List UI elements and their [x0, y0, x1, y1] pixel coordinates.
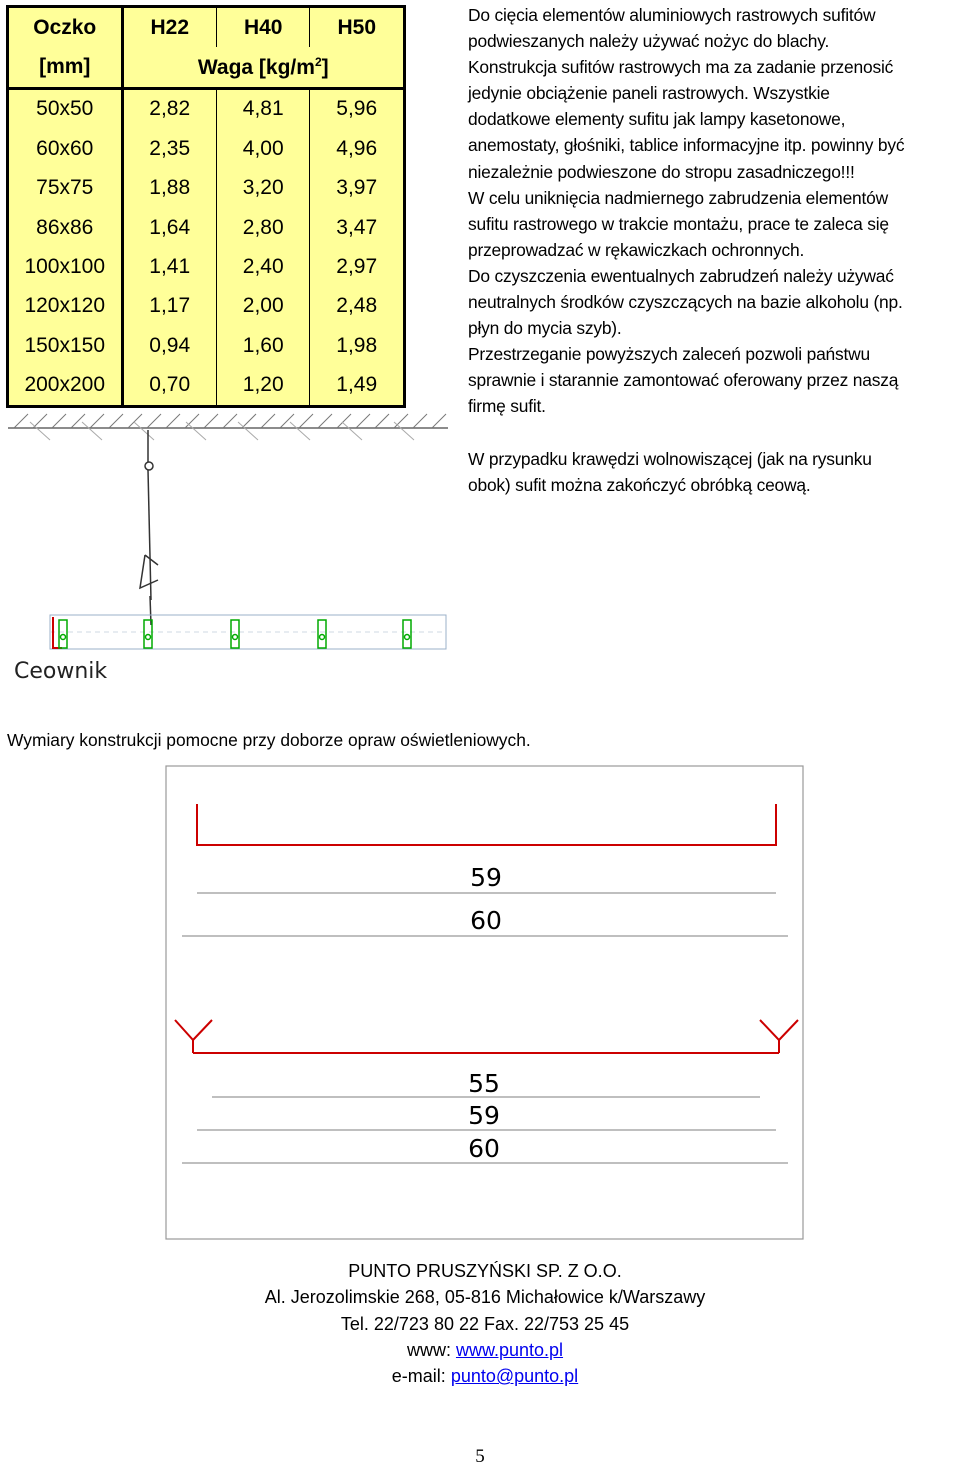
text-line: jedynie obciążenie paneli rastrowych. Wszystkie	[468, 83, 830, 104]
weight-cell: 3,97	[336, 176, 378, 200]
weight-close: ]	[321, 55, 329, 79]
text-line: Do cięcia elementów aluminiowych rastrowych sufitów	[468, 5, 876, 25]
hatch-line	[394, 422, 414, 440]
mesh-size-cell: 75x75	[8, 169, 123, 208]
weight-cell: 2,80	[216, 208, 309, 247]
text-line: W celu uniknięcia nadmiernego zabrudzenia elementów	[468, 187, 888, 208]
company-footer	[180, 1258, 790, 1389]
weight-cell: 3,47	[336, 215, 378, 239]
email-label: e-mail:	[391, 1366, 451, 1387]
hatch-line	[30, 422, 50, 440]
weight-cell: 1,49	[336, 373, 378, 397]
text-line: anemostaty, głośniki, tablice informacyjne itp. powinny być	[468, 135, 905, 156]
email-link[interactable]: punto@punto.pl	[450, 1366, 579, 1387]
text-line: firmę sufit.	[468, 396, 546, 417]
dimensions-caption: Wymiary konstrukcji pomocne przy doborze opraw oświetleniowych.	[7, 730, 531, 750]
hatch-line	[432, 414, 446, 428]
profile-55-59-60-diagram	[175, 1020, 798, 1163]
hatch-line	[318, 414, 332, 428]
header-cell: H40	[216, 7, 309, 48]
text-line: neutralnych środków czyszczących na bazie alkoholu (np.	[468, 292, 903, 313]
hatch-line	[356, 414, 370, 428]
hatch-line	[394, 414, 408, 428]
hanger-diagram	[8, 414, 448, 684]
text-line: płyn do mycia szyb).	[468, 318, 622, 339]
text-line: niezależnie podwieszone do stropu zasadniczego!!!	[468, 161, 855, 182]
weight-label: Waga [kg/m	[197, 55, 315, 79]
mesh-size-cell: 200x200	[8, 366, 123, 407]
hatch-line	[147, 414, 161, 428]
header-cell: H50	[337, 15, 376, 39]
weight-cell: 4,96	[336, 136, 378, 160]
page-number: 5	[475, 1446, 485, 1467]
mesh-size-cell: 120x120	[8, 287, 123, 326]
text-line: sprawnie i starannie zamontować oferowany przez naszą	[468, 370, 899, 391]
unit-cell: [mm]	[8, 47, 123, 88]
header-cell: H22	[122, 7, 216, 48]
email-line	[180, 1363, 790, 1389]
weight-cell: 1,98	[336, 333, 378, 357]
weight-cell: 1,88	[122, 169, 216, 208]
weight-cell: 1,20	[216, 366, 309, 407]
www-link[interactable]: www.punto.pl	[455, 1339, 564, 1360]
text-line: Do czyszczenia ewentualnych zabrudzeń należy używać	[468, 265, 894, 286]
text-line: podwieszanych należy używać nożyc do blachy.	[468, 31, 830, 52]
hatch-line	[185, 414, 199, 428]
hatch-line	[238, 422, 258, 440]
text-line: obok) sufit można zakończyć obróbką ceową.	[468, 474, 811, 495]
mesh-size-cell: 100x100	[8, 247, 123, 286]
weight-cell: 4,00	[216, 129, 309, 168]
dim-55: 55	[468, 1069, 500, 1098]
hatch-line	[204, 414, 218, 428]
hatch-line	[337, 414, 351, 428]
hatch-line	[261, 414, 275, 428]
www-line	[180, 1337, 790, 1363]
weight-cell: 0,70	[122, 366, 216, 407]
weight-cell: 2,40	[216, 247, 309, 286]
dim-59: 59	[470, 863, 502, 892]
weight-cell: 1,64	[122, 208, 216, 247]
mesh-size-cell: 60x60	[8, 129, 123, 168]
dim-59: 59	[468, 1101, 500, 1130]
hatch-line	[375, 414, 389, 428]
hatch-line	[128, 414, 142, 428]
text-line: Konstrukcja sufitów rastrowych ma za zadanie przenosić	[468, 57, 894, 78]
weight-cell: 2,35	[122, 129, 216, 168]
hatch-line	[109, 414, 123, 428]
ceownik-label: Ceownik	[14, 659, 108, 684]
mesh-size-cell: 150x150	[8, 326, 123, 365]
text-line: W przypadku krawędzi wolnowiszącej (jak na rysunku	[468, 448, 872, 469]
hatch-line	[71, 414, 85, 428]
weight-cell: 2,48	[336, 294, 378, 318]
hatch-line	[223, 414, 237, 428]
weight-sup: 2	[314, 54, 322, 69]
profile-59-60-diagram	[182, 804, 788, 936]
weight-cell: 3,20	[216, 169, 309, 208]
company-phone: Tel. 22/723 80 22 Fax. 22/753 25 45	[340, 1313, 630, 1334]
hatch-line	[413, 414, 427, 428]
hatch-line	[33, 414, 47, 428]
mesh-size-cell: 86x86	[8, 208, 123, 247]
ceownik-profile	[50, 615, 446, 649]
weight-cell: 4,81	[216, 88, 309, 129]
hatch-line	[299, 414, 313, 428]
mesh-size-cell: 50x50	[8, 88, 123, 129]
weight-cell: 5,96	[336, 97, 378, 121]
weight-cell: 1,60	[216, 326, 309, 365]
text-line: Przestrzeganie powyższych zaleceń pozwoli państwu	[468, 344, 870, 365]
weight-cell: 2,82	[122, 88, 216, 129]
hatch-line	[280, 414, 294, 428]
ceiling-hatch	[8, 414, 448, 440]
hanger-wire	[140, 430, 158, 625]
hatch-line	[82, 422, 102, 440]
weight-cell: 2,97	[336, 255, 378, 279]
hatch-line	[242, 414, 256, 428]
weight-cell: 1,41	[122, 247, 216, 286]
company-name: PUNTO PRUSZYŃSKI SP. Z O.O.	[348, 1261, 622, 1281]
hatch-line	[14, 414, 28, 428]
dim-60: 60	[468, 1134, 500, 1163]
hatch-line	[90, 414, 104, 428]
hatch-line	[290, 422, 310, 440]
weight-cell: 2,00	[216, 287, 309, 326]
dim-60: 60	[470, 906, 502, 935]
hatch-line	[166, 414, 180, 428]
dimension-frame	[166, 766, 803, 1239]
hatch-line	[186, 422, 206, 440]
text-line: przeprowadzać w rękawiczkach ochronnych.	[468, 239, 805, 260]
weight-cell: 0,94	[122, 326, 216, 365]
company-address: Al. Jerozolimskie 268, 05-816 Michałowice k/Warszawy	[264, 1287, 706, 1308]
header-cell: Oczko	[8, 7, 123, 48]
text-line: dodatkowe elementy sufitu jak lampy kasetonowe,	[468, 109, 846, 130]
hatch-line	[52, 414, 66, 428]
www-label: www:	[406, 1339, 456, 1360]
weight-cell: 1,17	[122, 287, 216, 326]
text-line: sufitu rastrowego w trakcie montażu, prace te zaleca się	[468, 213, 889, 234]
